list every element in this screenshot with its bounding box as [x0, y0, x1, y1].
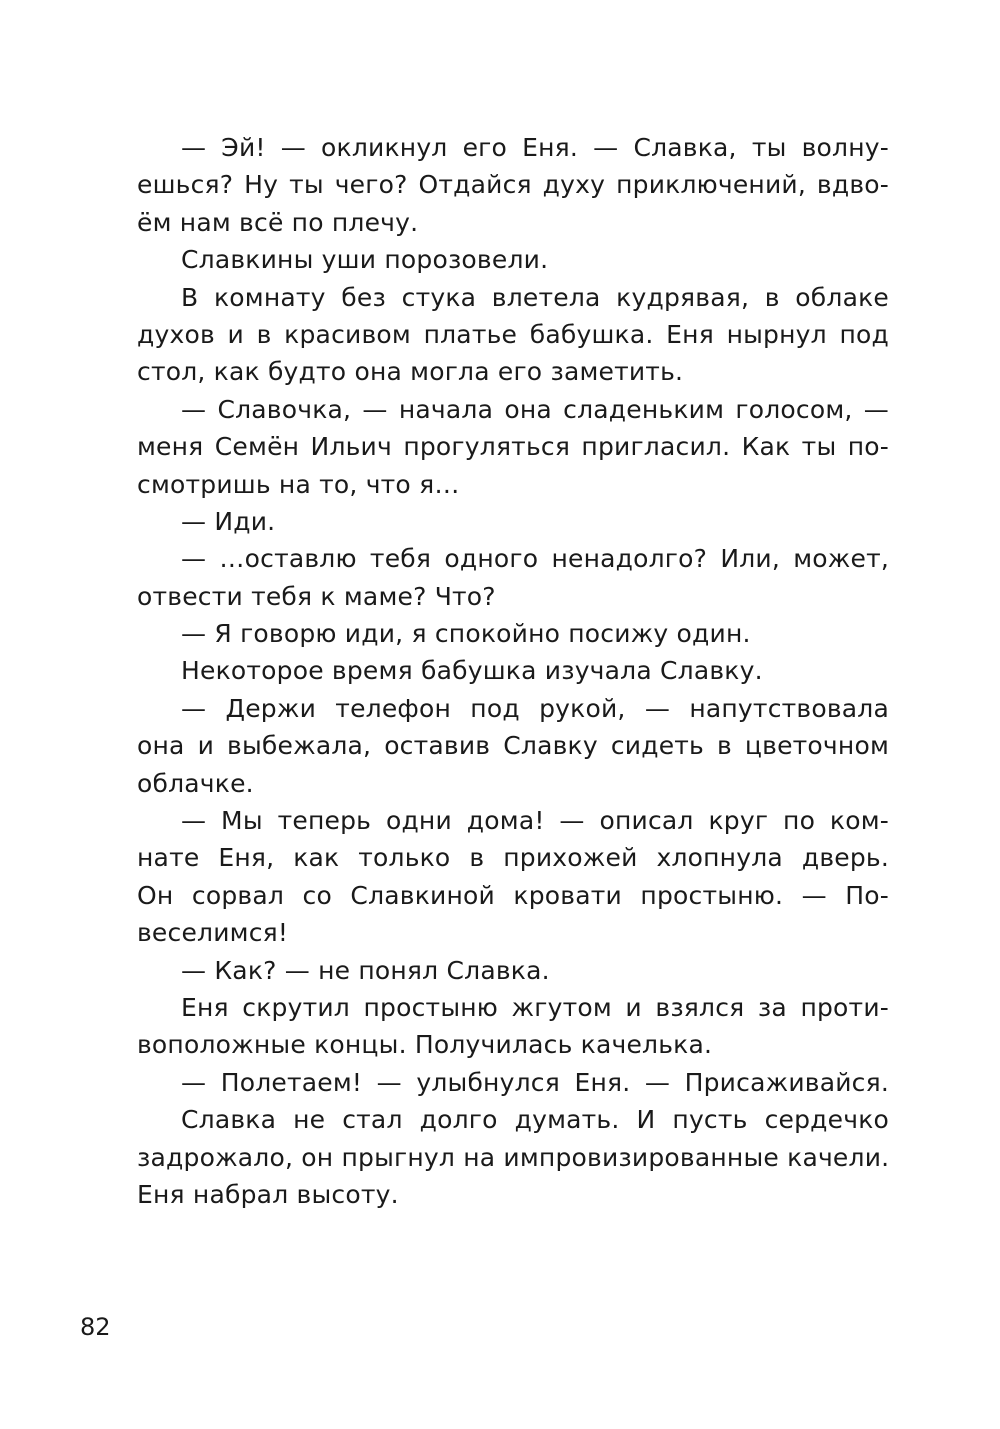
text-line: нате Еня, как только в прихожей хлопнула дверь. — [137, 843, 889, 873]
text-line: — Как? — не понял Славка. — [181, 955, 550, 985]
text-line: ешься? Ну ты чего? Отдайся духу приключений, вдво- — [137, 170, 889, 200]
text-line: Некоторое время бабушка изучала Славку. — [181, 656, 763, 686]
body-text — [137, 129, 889, 1213]
text-line: — …оставлю тебя одного ненадолго? Или, может, — [181, 544, 889, 574]
text-line: духов и в красивом платье бабушка. Еня нырнул под — [137, 319, 889, 349]
text-line: — Полетаем! — улыбнулся Еня. — Присаживайся. — [181, 1067, 889, 1097]
text-line: задрожало, он прыгнул на импровизированные качели. — [137, 1142, 890, 1172]
page-number: 82 — [80, 1313, 111, 1341]
text-line: воположные концы. Получилась качелька. — [137, 1030, 713, 1060]
text-line: она и выбежала, оставив Славку сидеть в цветочном — [137, 731, 889, 761]
text-line: облачке. — [137, 768, 254, 798]
text-line: меня Семён Ильич прогуляться пригласил. Как ты по- — [137, 432, 889, 462]
text-line: веселимся! — [137, 918, 289, 948]
text-line: Славка не стал долго думать. И пусть сердечко — [181, 1105, 889, 1135]
text-line: Он сорвал со Славкиной кровати простыню. — По- — [137, 880, 889, 910]
text-line: Еня набрал высоту. — [137, 1179, 399, 1209]
text-line: смотришь на то, что я… — [137, 469, 460, 499]
text-line: Еня скрутил простыню жгутом и взялся за проти- — [181, 992, 889, 1022]
text-line: ём нам всё по плечу. — [137, 207, 419, 237]
text-line: — Эй! — окликнул его Еня. — Славка, ты волну- — [181, 133, 889, 162]
text-line: — Я говорю иди, я спокойно посижу один. — [181, 619, 751, 649]
text-line: — Держи телефон под рукой, — напутствовала — [181, 693, 889, 723]
text-line: В комнату без стука влетела кудрявая, в облаке — [181, 282, 889, 312]
text-line: — Иди. — [181, 506, 276, 536]
text-line: — Славочка, — начала она сладеньким голосом, — — [181, 394, 889, 424]
text-line: стол, как будто она могла его заметить. — [137, 357, 684, 387]
text-line: — Мы теперь одни дома! — описал круг по ком- — [181, 806, 889, 836]
text-line: Славкины уши порозовели. — [181, 245, 549, 275]
text-line: отвести тебя к маме? Что? — [137, 581, 496, 611]
